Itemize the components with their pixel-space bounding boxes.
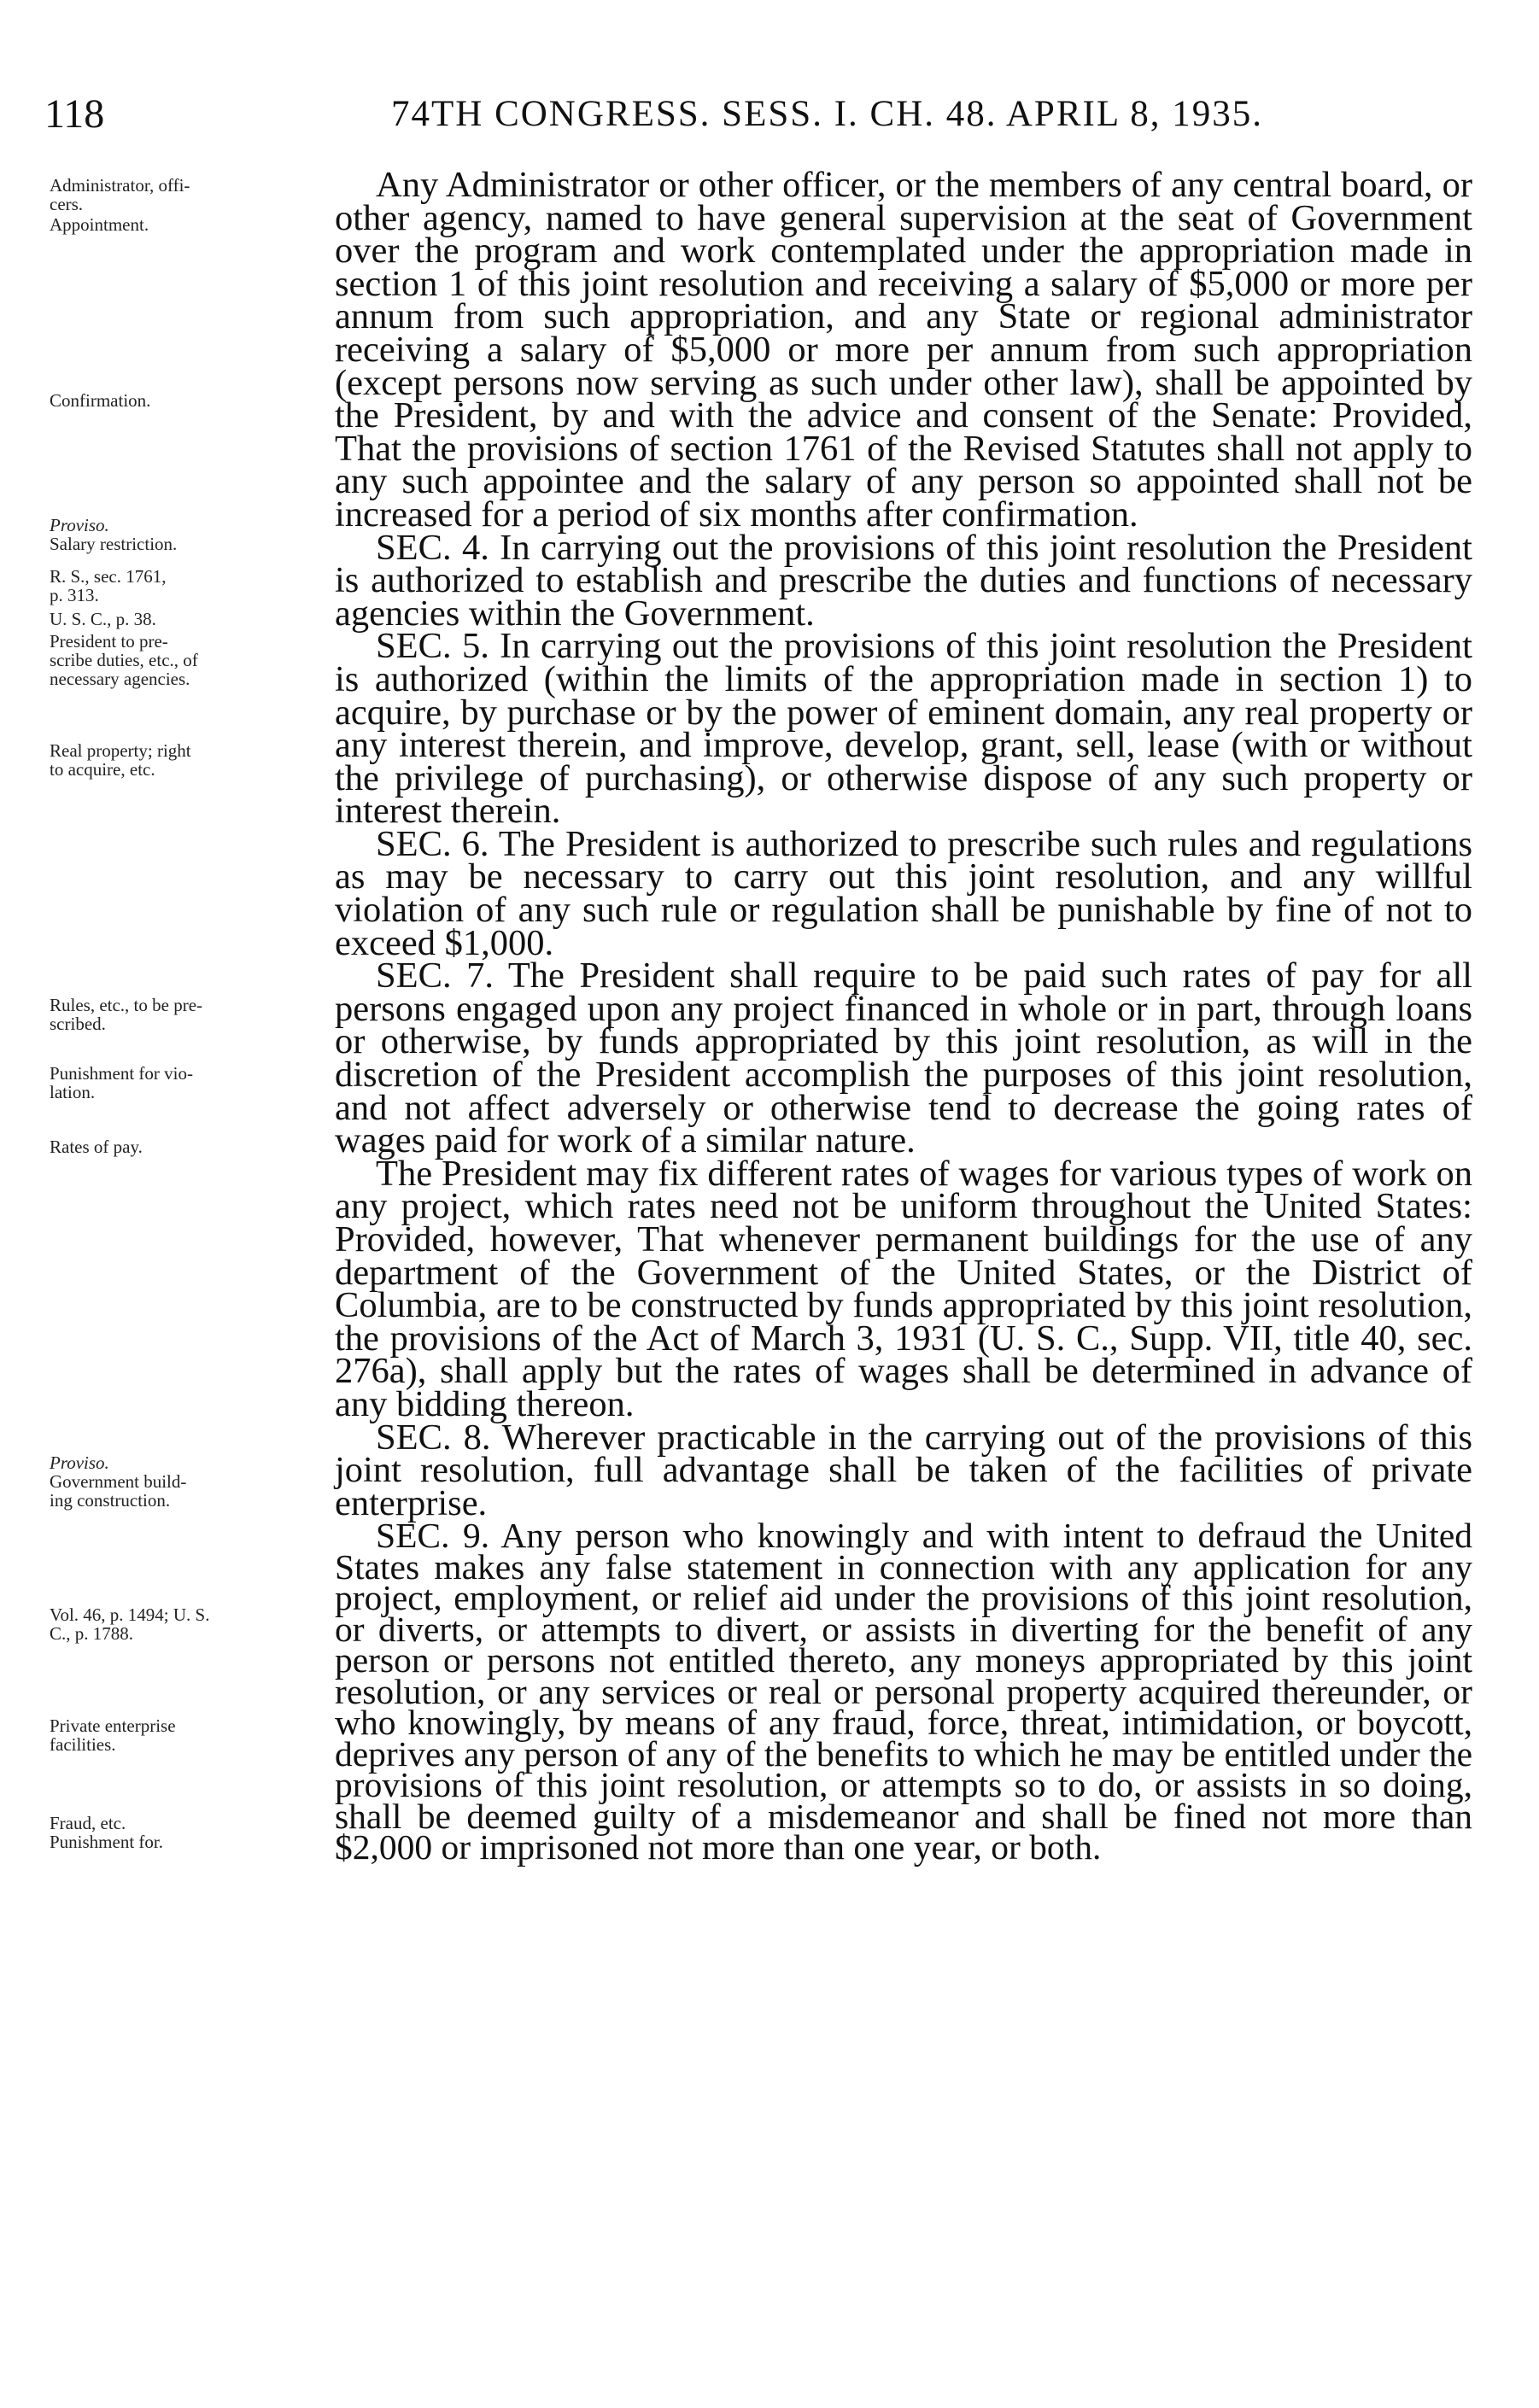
margin-note-line: Fraud, etc.	[50, 1813, 126, 1833]
margin-note-line: Appointment.	[50, 214, 149, 235]
margin-note-president-duties	[50, 632, 331, 688]
margin-note-line: Proviso.	[50, 1452, 109, 1473]
margin-note-punishment	[50, 1064, 331, 1102]
margin-notes	[0, 0, 325, 2408]
margin-note-usc-citation	[50, 610, 331, 628]
main-text	[335, 165, 1472, 1867]
margin-note-line: scribed.	[50, 1014, 106, 1034]
margin-note-line: Proviso.	[50, 515, 109, 535]
margin-note-line: R. S., sec. 1761,	[50, 566, 167, 587]
margin-note-line: Punishment for vio-	[50, 1063, 193, 1084]
margin-note-line: President to pre-	[50, 631, 168, 652]
paragraph-sec-7-wages: The President may fix different rates of wages for various types of work on any project, which rates need not be uniform throughout the United States: Provided, however, That whenever permanent buildings for the use of any department of the Government of the United States, or the District of Columbia, are to be constructed by funds appropriated by this joint resolution, the provisions of the Act of March 3, 1931 (U. S. C., Supp. VII, title 40, sec. 276a), shall apply but the rates of wages shall be determined in advance of any bidding thereon.	[335, 1153, 1472, 1424]
margin-note-fraud	[50, 1814, 331, 1851]
margin-note-line: Salary restriction.	[50, 534, 178, 554]
margin-note-rules	[50, 996, 331, 1033]
margin-note-rates-of-pay	[50, 1137, 331, 1156]
margin-note-confirmation	[50, 391, 331, 410]
margin-note-line: scribe duties, etc., of	[50, 650, 198, 670]
margin-note-line: Rates of pay.	[50, 1137, 143, 1157]
margin-note-line: C., p. 1788.	[50, 1623, 134, 1644]
margin-note-line: Government build-	[50, 1471, 187, 1492]
margin-note-line: Vol. 46, p. 1494; U. S.	[50, 1604, 210, 1625]
paragraph-sec-4: SEC. 4. In carrying out the provisions of this joint resolution the President is authorized to establish and prescribe the duties and functions of necessary agencies within the Government.	[335, 527, 1472, 634]
margin-note-line: Confirmation.	[50, 390, 151, 411]
margin-note-appointment	[50, 215, 331, 234]
margin-note-line: p. 313.	[50, 585, 99, 605]
paragraph-administrators: Any Administrator or other officer, or the members of any central board, or other agency, named to have general supervision at the seat of Government over the program and work contemplated under the appropriation made in section 1 of this joint resolution and receiving a salary of $5,000 or more per annum from such appropriation, and any State or regional administrator receiving a salary of $5,000 or more per annum from such appropriation (except persons now serving as such under other law), shall be appointed by the President, by and with the advice and consent of the Senate: Provided, That the provisions of section 1761 of the Revised Statutes shall not apply to any such appointee and the salary of any person so appointed shall not be increased for a period of six months after confirmation.	[335, 165, 1472, 535]
margin-note-line: Administrator, offi-	[50, 175, 190, 196]
margin-note-line: cers.	[50, 194, 84, 214]
margin-note-real-property	[50, 741, 331, 779]
margin-note-line: necessary agencies.	[50, 669, 190, 689]
margin-note-line: Rules, etc., to be pre-	[50, 995, 203, 1015]
margin-note-line: to acquire, etc.	[50, 759, 155, 780]
margin-note-line: U. S. C., p. 38.	[50, 609, 156, 629]
paragraph-sec-6: SEC. 6. The President is authorized to prescribe such rules and regulations as may be necessary to carry out this joint resolution, and any willful violation of any such rule or regulation shall be punishable by fine of not to exceed $1,000.	[335, 823, 1472, 963]
margin-note-line: Punishment for.	[50, 1832, 164, 1852]
margin-note-line: Private enterprise	[50, 1715, 176, 1736]
paragraph-sec-9: SEC. 9. Any person who knowingly and with intent to defraud the United States makes any false statement in connection with any application for any project, employment, or relief aid under the provisions of this joint resolution, or diverts, or attempts to divert, or assists in diverting for the benefit of any person or persons not entitled thereto, any moneys appropriated by this joint resolution, or any services or real or personal property acquired thereunder, or who knowingly, by means of any fraud, force, threat, intimidation, or boycott, deprives any person of any of the benefits to which he may be entitled under the provisions of this joint resolution, or attempts so to do, or assists in so doing, shall be deemed guilty of a misdemeanor and shall be fined not more than $2,000 or imprisoned not more than one year, or both.	[335, 1516, 1472, 1867]
margin-note-line: facilities.	[50, 1734, 116, 1755]
margin-note-government-building	[50, 1453, 331, 1510]
running-head: 74TH CONGRESS. SESS. I. CH. 48. APRIL 8, 1935.	[391, 94, 1264, 134]
margin-note-vol46-citation	[50, 1605, 331, 1643]
margin-note-administrator	[50, 176, 331, 213]
margin-note-private-enterprise	[50, 1716, 331, 1754]
margin-note-salary-restriction	[50, 516, 331, 553]
margin-note-line: Real property; right	[50, 740, 191, 761]
paragraph-sec-5: SEC. 5. In carrying out the provisions of this joint resolution the President is authorized (within the limits of the appropriation made in section 1) to acquire, by purchase or by the power of eminent domain, any real property or any interest therein, and improve, develop, grant, sell, lease (with or without the privilege of purchasing), or otherwise dispose of any such property or interest therein.	[335, 626, 1472, 832]
margin-note-line: ing construction.	[50, 1490, 171, 1511]
margin-note-rs-citation	[50, 567, 331, 605]
paragraph-sec-7: SEC. 7. The President shall require to be paid such rates of pay for all persons engaged upon any project financed in whole or in part, through loans or otherwise, by funds appropriated by this joint resolution, as will in the discretion of the President accomplish the purposes of this joint resolution, and not affect adversely or otherwise tend to decrease the going rates of wages paid for work of a similar nature.	[335, 956, 1472, 1161]
paragraph-sec-8: SEC. 8. Wherever practicable in the carrying out of the provisions of this joint resolution, full advantage shall be taken of the facilities of private enterprise.	[335, 1417, 1472, 1523]
margin-note-line: lation.	[50, 1082, 96, 1102]
page-number: 118	[44, 91, 105, 137]
